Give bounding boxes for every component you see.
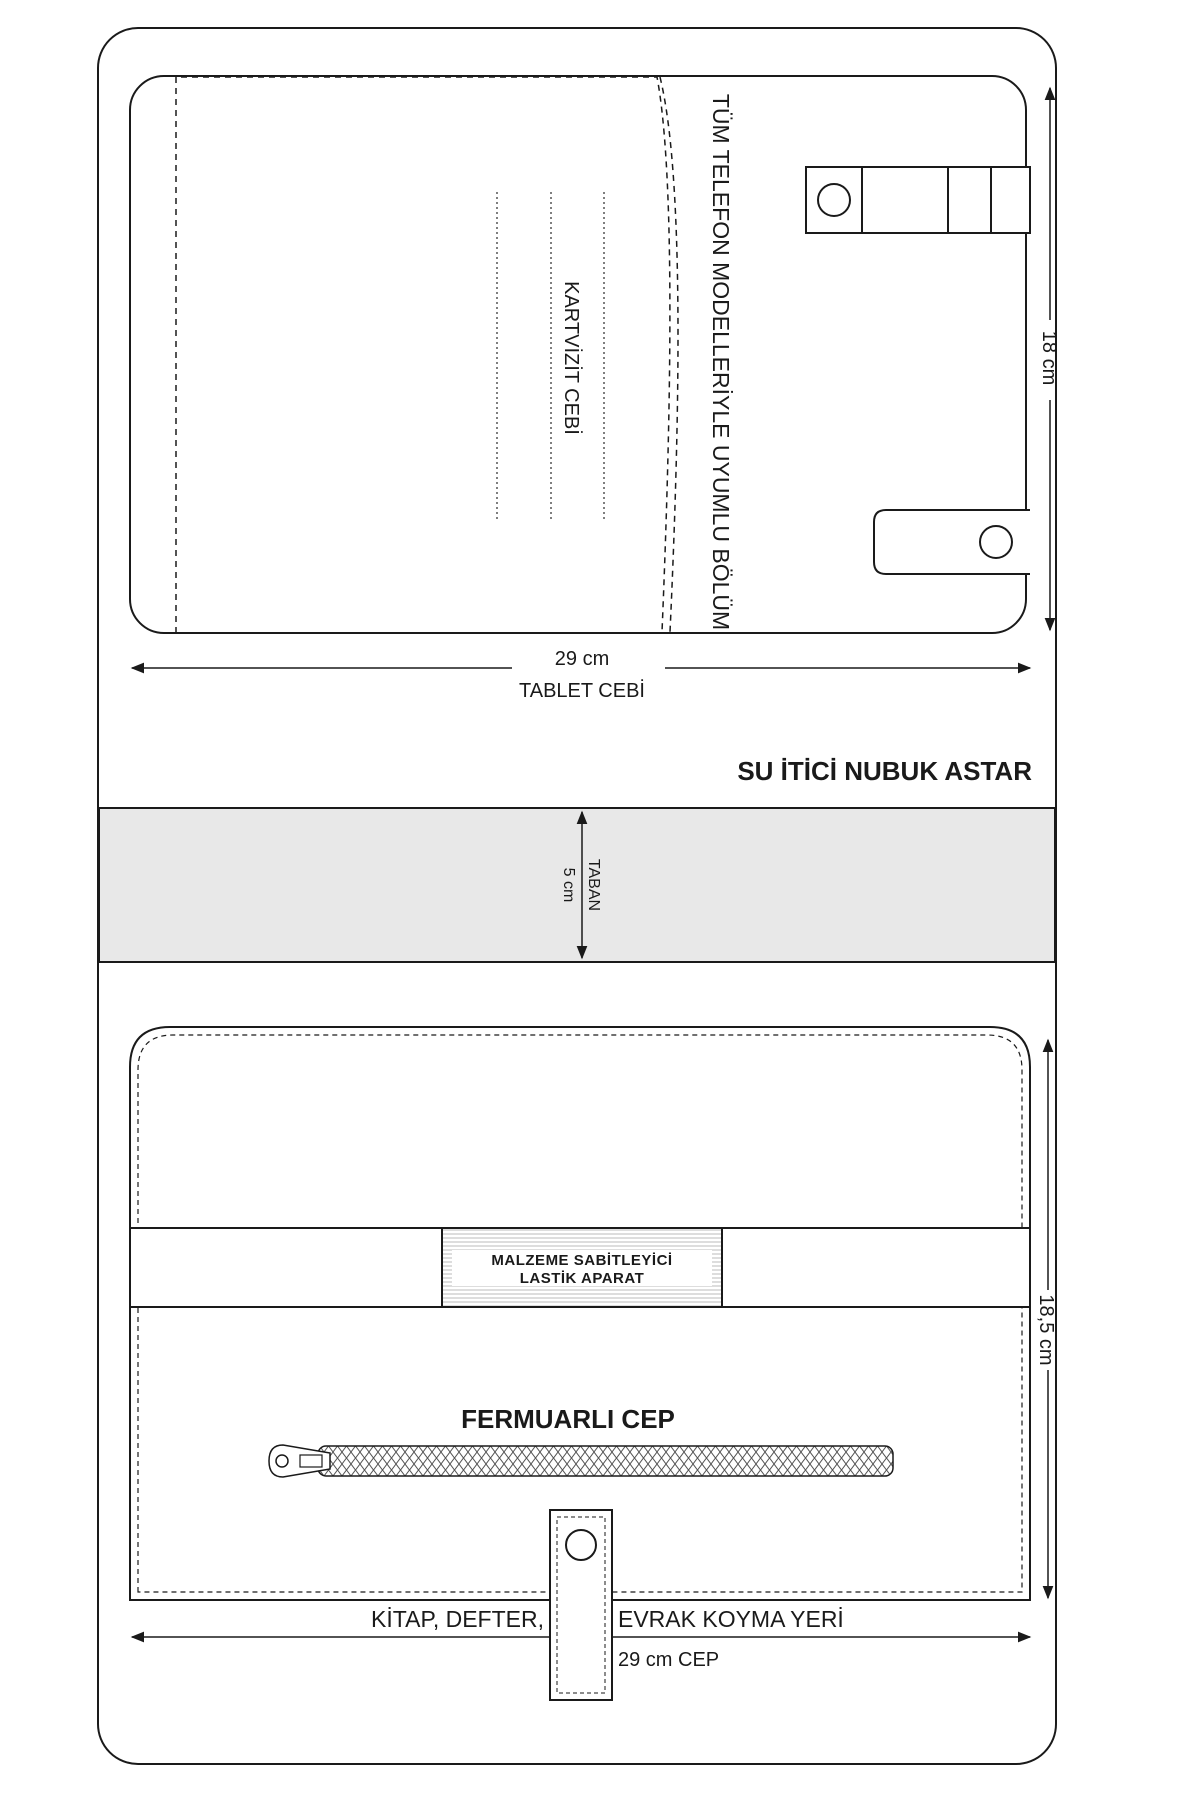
zipper-pocket-label: FERMUARLI CEP: [461, 1404, 675, 1434]
base-strip: [99, 808, 1055, 962]
zipper: [269, 1445, 893, 1477]
lining-label: SU İTİCİ NUBUK ASTAR: [737, 756, 1032, 786]
storage-label-left: KİTAP, DEFTER,: [371, 1606, 544, 1632]
lower-width-dim: 29 cm CEP: [618, 1649, 720, 1671]
elastic-label-line1: MALZEME SABİTLEYİCİ: [491, 1252, 673, 1269]
storage-label-right: EVRAK KOYMA YERİ: [618, 1606, 844, 1632]
phone-strap-top: [806, 167, 1030, 233]
phone-strap-bottom: [874, 510, 1030, 574]
phone-section-label: TÜM TELEFON MODELLERİYLE UYUMLU BÖLÜM: [708, 93, 734, 631]
lower-panel: [130, 1027, 1057, 1700]
elastic-label-line2: LASTİK APARAT: [519, 1270, 645, 1287]
lower-height-dim: 18,5 cm: [1035, 1294, 1057, 1366]
tablet-pocket-label: TABLET CEBİ: [519, 680, 645, 702]
upper-width-dim: 29 cm: [554, 648, 610, 670]
zipper-track: [318, 1446, 893, 1476]
base-strip-dim: 5 cm: [560, 867, 577, 903]
upper-height-dim: 18 cm: [1038, 330, 1060, 386]
closing-tab: [550, 1510, 612, 1700]
base-strip-label: TABAN: [585, 858, 602, 912]
card-pocket-label: KARTVİZİT CEBİ: [560, 281, 582, 435]
tablet-pocket: [176, 77, 670, 632]
snap-button-icon: [980, 526, 1012, 558]
snap-button-icon: [566, 1530, 596, 1560]
upper-panel: [130, 76, 1060, 702]
snap-button-icon: [818, 184, 850, 216]
